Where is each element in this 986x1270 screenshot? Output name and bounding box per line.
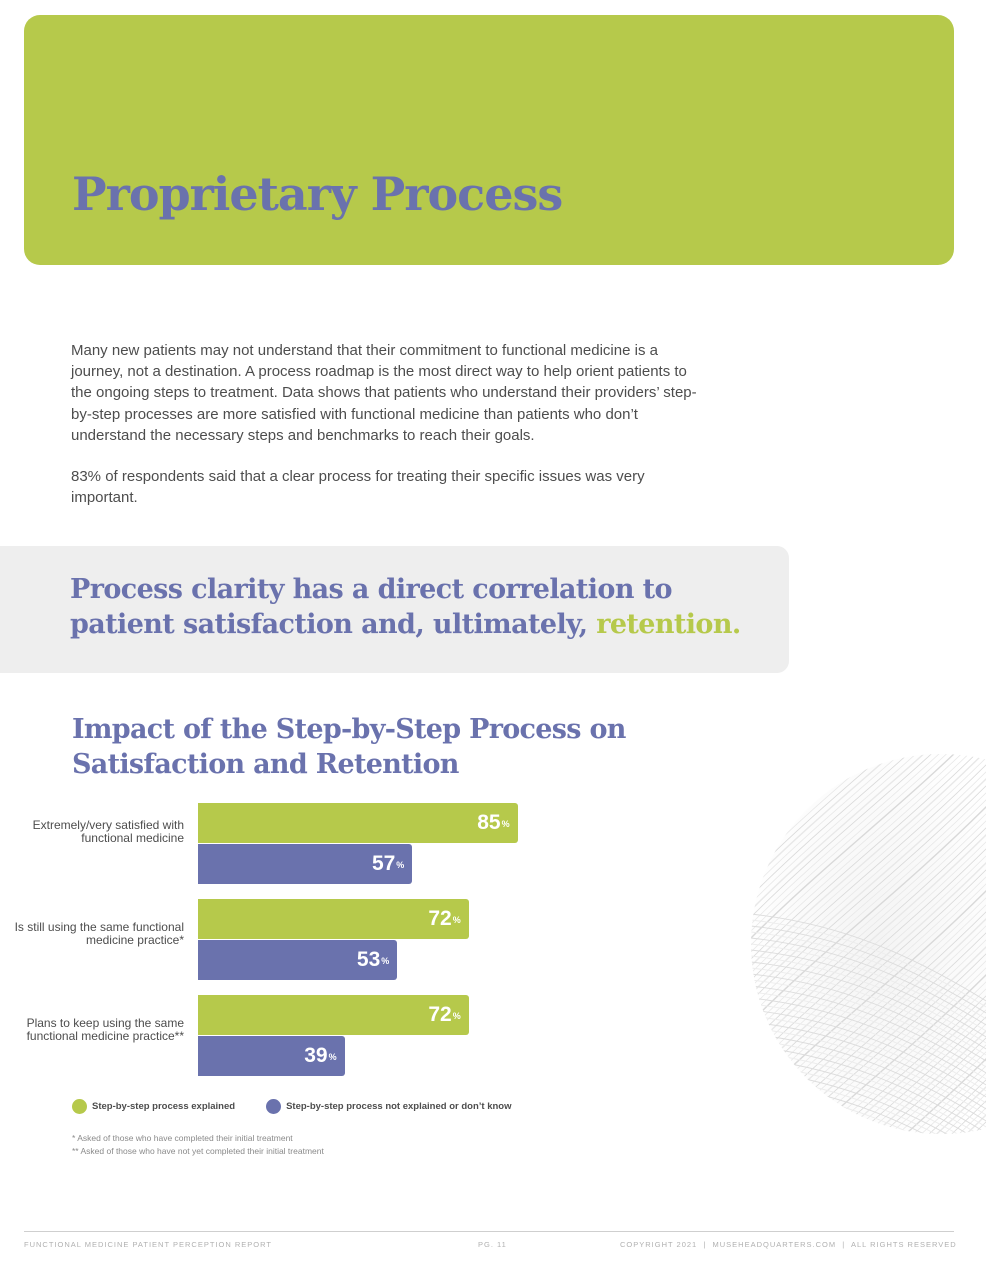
callout-text	[70, 572, 770, 642]
bar-value-label: 39%	[304, 1044, 337, 1067]
footer-page-number: PG. 11	[478, 1240, 507, 1249]
header-banner	[24, 15, 954, 265]
legend-swatch-purple	[266, 1099, 281, 1114]
legend-item	[266, 1099, 511, 1114]
footnotes	[72, 1132, 324, 1158]
footer-divider	[24, 1231, 954, 1232]
category-label: Extremely/very satisfied with functional medicine	[32, 818, 184, 846]
footer-report-name: FUNCTIONAL MEDICINE PATIENT PERCEPTION REPORT	[24, 1240, 272, 1249]
bar-value-label: 85%	[477, 811, 510, 834]
chart-title: Impact of the Step-by-Step Process on Satisfaction and Retention	[72, 714, 626, 780]
legend-label: Step-by-step process explained	[92, 1100, 236, 1112]
bar-value-label: 57%	[371, 852, 405, 875]
intro-paragraph: 83% of respondents said that a clear process for treating their specific issues was very important.	[71, 468, 645, 507]
bar	[198, 844, 412, 884]
category-label: Plans to keep using the same functional medicine practice**	[26, 1016, 184, 1044]
legend-label: Step-by-step process not explained or don’t know	[286, 1100, 512, 1112]
bar	[198, 803, 518, 843]
legend-item	[72, 1099, 235, 1114]
bar-value-label: 72%	[428, 1003, 461, 1026]
footnote: ** Asked of those who have not yet completed their initial treatment	[72, 1146, 324, 1156]
bar	[198, 1036, 345, 1076]
page-title: Proprietary Process	[72, 167, 563, 221]
callout-accent: retention.	[596, 609, 741, 640]
chart-legend	[72, 1098, 542, 1114]
bar	[198, 899, 469, 939]
bar-value-label: 72%	[428, 907, 461, 930]
footnote: * Asked of those who have completed their initial treatment	[72, 1133, 293, 1143]
intro-text	[71, 340, 711, 508]
intro-paragraph: Many new patients may not understand that their commitment to functional medicine is a journey, not a destination. A process roadmap is the most direct way to help orient patients to the ongoing steps to treatment. Data shows that patients who understand their providers’ step-by-step processes are more satisfied with functional medicine than patients who don’t understand the necessary steps and benchmarks to reach their goals.	[71, 342, 697, 444]
bar-value-label: 53%	[356, 948, 390, 971]
legend-swatch-green	[72, 1099, 87, 1114]
callout-main: Process clarity has a direct correlation to patient satisfaction and, ultimately,	[70, 574, 672, 640]
callout-band	[0, 546, 789, 673]
decorative-texture-circle	[751, 754, 986, 1134]
bar	[198, 940, 397, 980]
bar	[198, 995, 469, 1035]
category-label: Is still using the same functional medicine practice*	[14, 920, 184, 948]
footer-copyright: COPYRIGHT 2021 | MUSEHEADQUARTERS.COM | ALL RIGHTS RESERVED	[620, 1240, 957, 1249]
